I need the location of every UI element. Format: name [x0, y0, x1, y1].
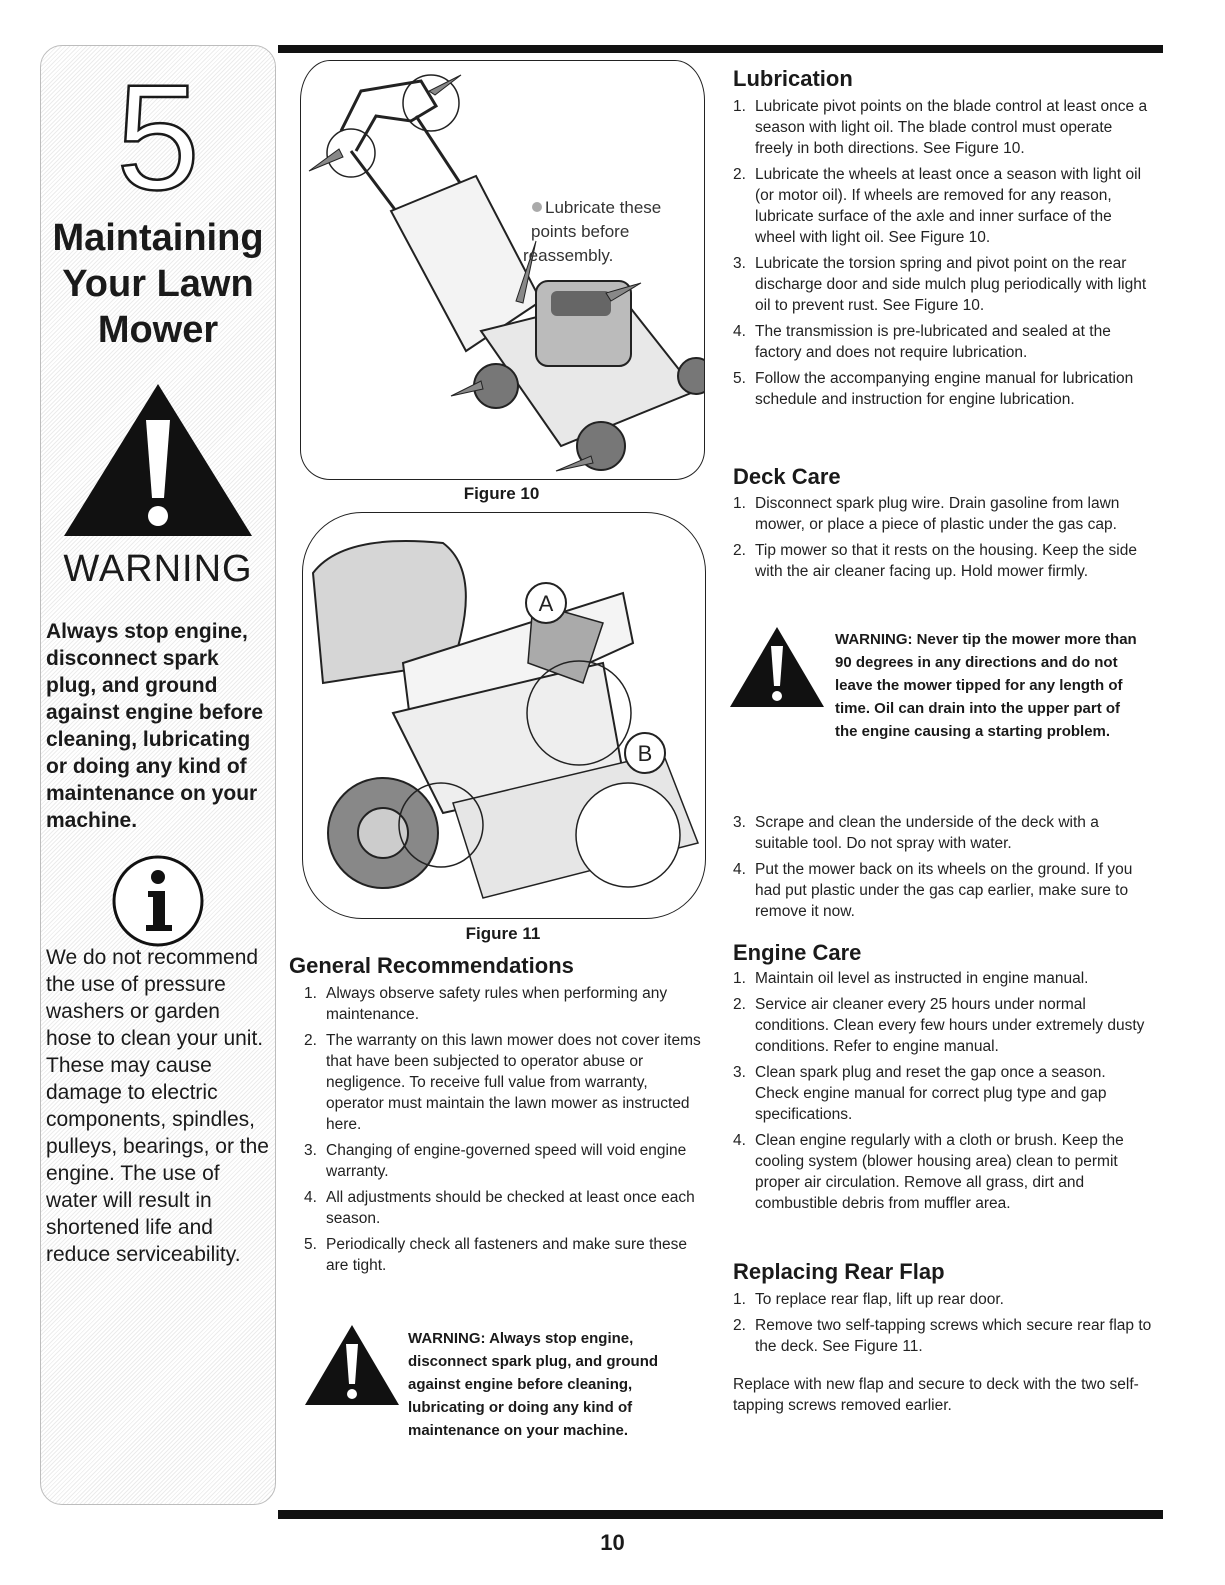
chapter-title: Maintaining Your Lawn Mower: [52, 217, 264, 351]
list-item: 5. Follow the accompanying engine manual for lubrication schedule and instruction for engine lubrication.: [733, 370, 1134, 408]
warning-triangle-icon: [60, 380, 256, 540]
warning-triangle-icon: [727, 624, 827, 710]
list-item: 1. Disconnect spark plug wire. Drain gasoline from lawn mower, or place a piece of plastic under the gas cap.: [733, 495, 1120, 533]
lubrication-list: [733, 96, 1153, 415]
sidebar-warning-text: Always stop engine, disconnect spark plug, and ground against engine before cleaning, lubricating or doing any kind of maintenance on your machine.: [46, 620, 264, 832]
replacing-rear-flap-title: Replacing Rear Flap: [733, 1259, 945, 1284]
deck-care-list-b: [733, 812, 1153, 927]
list-item: 2. Remove two self-tapping screws which secure rear flap to the deck. See Figure 11.: [733, 1317, 1152, 1355]
list-item: 3. Scrape and clean the underside of the deck with a suitable tool. Do not spray with water.: [733, 814, 1099, 852]
list-item: 2. The warranty on this lawn mower does not cover items that have been subjected to operator abuse or negligence. To receive full value from warranty, operator must maintain the lawn mower as instructed here.: [304, 1032, 701, 1133]
figure-10-callout-line-3: reassembly.: [523, 246, 614, 265]
engine-care-title: Engine Care: [733, 940, 862, 965]
figure-10-frame: [300, 60, 705, 480]
info-icon: [110, 853, 206, 949]
figure-11-frame: [302, 512, 706, 919]
list-item: 4. The transmission is pre-lubricated and sealed at the factory and does not require lubrication.: [733, 323, 1111, 361]
list-item: 1. To replace rear flap, lift up rear door.: [733, 1291, 1004, 1308]
list-item: 2. Tip mower so that it rests on the housing. Keep the side with the air cleaner facing up. Hold mower firmly.: [733, 542, 1137, 580]
list-item: 4. Clean engine regularly with a cloth or brush. Keep the cooling system (blower housing area) clean to permit proper air circulation. Remove all grass, dirt and combustible debris from muffler area.: [733, 1132, 1124, 1212]
chapter-number: 5: [116, 53, 200, 221]
general-warning-note: WARNING: Always stop engine, disconnect spark plug, and ground against engine before cleaning, lubricating or doing any kind of maintenance on your machine.: [408, 1330, 659, 1439]
list-item: 1. Always observe safety rules when performing any maintenance.: [304, 985, 668, 1023]
list-item: 2. Service air cleaner every 25 hours under normal conditions. Clean every few hours under extremely dusty conditions. Refer to engine manual.: [733, 996, 1145, 1055]
deck-care-title: Deck Care: [733, 464, 841, 489]
figure-10-caption: Figure 10: [463, 484, 540, 503]
engine-care-list: [733, 968, 1153, 1219]
figure-11-caption: Figure 11: [465, 924, 541, 943]
lawn-mower-illustration: [301, 61, 704, 479]
figure-10-callout-line-1: Lubricate these: [545, 198, 662, 217]
list-item: 3. Changing of engine-governed speed will void engine warranty.: [304, 1142, 687, 1180]
deck-care-list-a: [733, 493, 1153, 587]
rear-flap-illustration: [303, 513, 705, 918]
sidebar-warning-heading: WARNING: [63, 548, 253, 590]
figure-10-callout-line-2: points before: [531, 222, 630, 241]
list-item: 1. Maintain oil level as instructed in engine manual.: [733, 970, 1089, 987]
list-item: 4. Put the mower back on its wheels on the ground. If you had put plastic under the gas cap earlier, make sure to remove it now.: [733, 861, 1133, 920]
list-item: 3. Lubricate the torsion spring and pivot point on the rear discharge door and side mulch plug periodically with light oil to prevent rust. See Figure 10.: [733, 255, 1147, 314]
list-item: 4. All adjustments should be checked at least once each season.: [304, 1189, 695, 1227]
sidebar-info-text: We do not recommend the use of pressure washers or garden hose to clean your unit. These may cause damage to electric components, spindles, pulleys, bearings, or the engine. The use of water will result in shortened life and reduce serviceability.: [46, 946, 269, 1266]
list-item: 5. Periodically check all fasteners and make sure these are tight.: [304, 1236, 687, 1274]
list-item: 3. Clean spark plug and reset the gap once a season. Check engine manual for correct plug type and gap specifications.: [733, 1064, 1107, 1123]
deck-warning-note: WARNING: Never tip the mower more than 90 degrees in any directions and do not leave the mower tipped for any length of time. Oil can drain into the upper part of the engine causing a starting problem.: [835, 631, 1137, 740]
list-item: 1. Lubricate pivot points on the blade control at least once a season with light oil. The blade control must operate freely in both directions. See Figure 10.: [733, 98, 1148, 157]
top-rule: [278, 45, 1163, 53]
figure-11-label-a: A: [538, 591, 554, 616]
figure-11-label-b: B: [637, 741, 653, 766]
general-recommendations-title: General Recommendations: [289, 953, 574, 978]
bottom-rule: [278, 1510, 1163, 1519]
list-item: 2. Lubricate the wheels at least once a season with light oil (or motor oil). If wheels are removed for any reason, lubricate surface of the axle and inner surface of the wheel with light oil. See Figure 10.: [733, 166, 1142, 246]
page-number: 10: [600, 1530, 625, 1555]
warning-triangle-icon: [302, 1322, 402, 1408]
rear-flap-list: [733, 1289, 1153, 1362]
general-recommendations-list: [304, 983, 709, 1281]
rear-flap-closing-text: Replace with new flap and secure to deck with the two self-tapping screws removed earlier.: [733, 1376, 1139, 1414]
lubrication-title: Lubrication: [733, 66, 853, 91]
